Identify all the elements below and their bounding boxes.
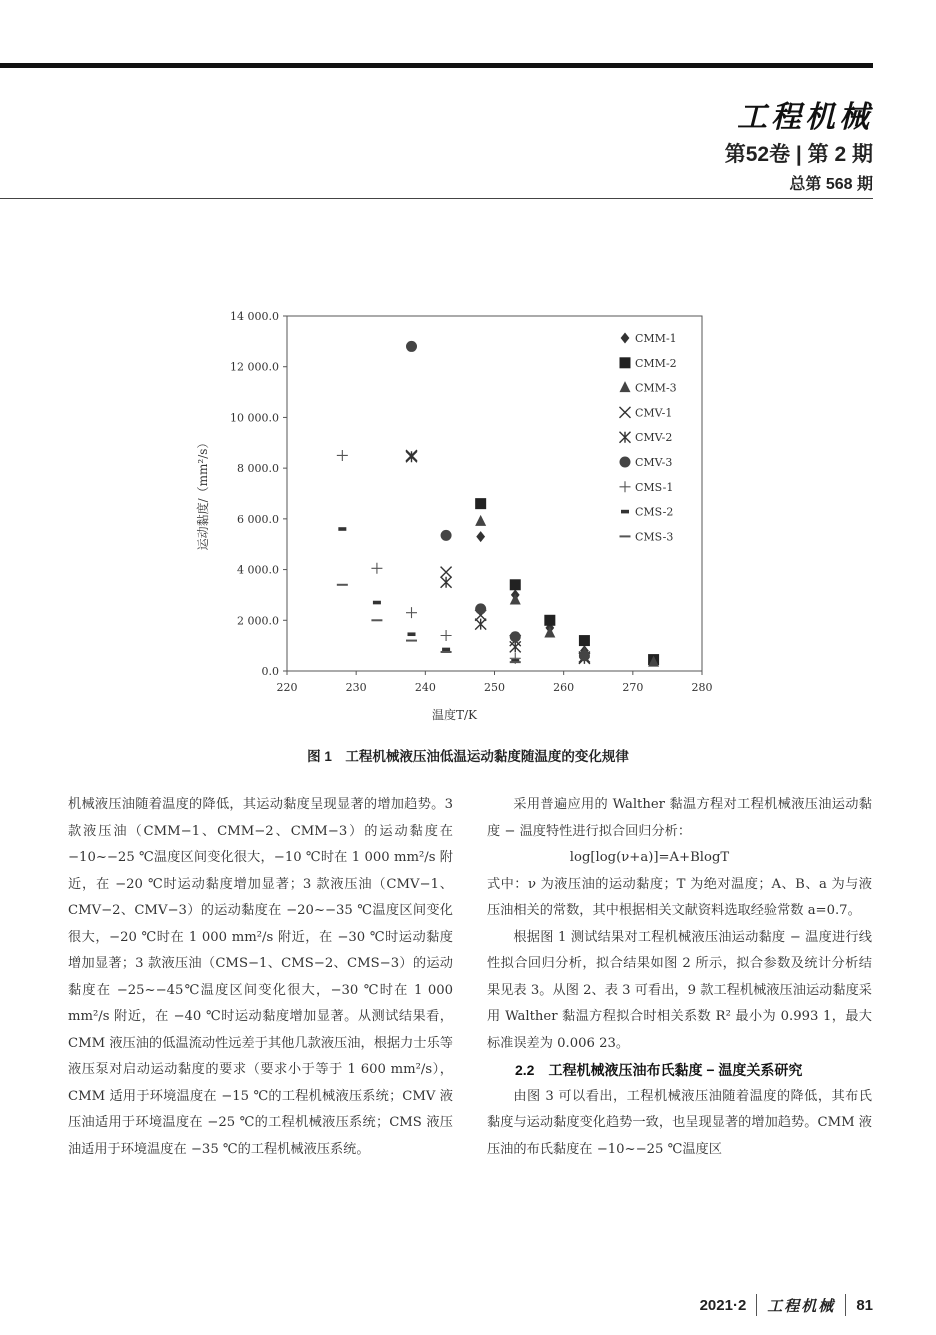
- data-point-cmm-2: [510, 579, 521, 590]
- footer-journal-name: 工程机械: [767, 1296, 836, 1315]
- legend-marker-cmv-3: [620, 457, 631, 468]
- data-point-cmv-3: [475, 603, 486, 614]
- data-point-cmv-3: [579, 650, 590, 661]
- header-thin-rule: [0, 198, 873, 199]
- paragraph-walther-intro: 采用普遍应用的 Walther 黏温方程对工程机械液压油运动黏度 − 温度特性进行拟合回归分析：: [487, 797, 872, 839]
- left-column: [68, 792, 453, 1163]
- legend-marker-cmm-2: [620, 357, 631, 368]
- data-point-cmv-3: [406, 341, 417, 352]
- y-axis-label: 运动黏度/（mm²/s）: [196, 436, 210, 551]
- x-tick-label: 240: [414, 681, 436, 694]
- data-point-cmv-1: [441, 567, 452, 578]
- data-point-cmm-2: [475, 498, 486, 509]
- data-point-cmv-2: [475, 619, 486, 630]
- data-point-cmm-3: [475, 515, 486, 526]
- legend-label: CMV-1: [635, 406, 673, 420]
- data-point-cms-2: [373, 601, 381, 605]
- legend-label: CMS-2: [635, 505, 674, 519]
- data-point-cms-2: [442, 648, 450, 652]
- left-paragraph: 机械液压油随着温度的降低，其运动黏度呈现显著的增加趋势。3 款液压油（CMM−1、CMM−2、CMM−3）的运动黏度在 −10~−25 ℃温度区间变化很大，−10 ℃时在 1 000 mm²/s 附近，在 −20 ℃时运动黏度增加显著；3 款液压油（CMV−1、CMV−2、CMV−3）的运动黏度在 −20~−35 ℃温度区间变化很大，−20 ℃时在 1 000 mm²/s 附近，在 −30 ℃时运动黏度增加显著；3 款液压油（CMS−1、CMS−2、CMS−3）的运动黏度在 −25~−45℃温度区间变化很大，−30 ℃时在 1 000 mm²/s 附近，在 −40 ℃时运动黏度增加显著。从测试结果看，CMM 液压油的低温流动性远差于其他几款液压油，根据力士乐等液压泵对启动运动黏度的要求（要求小于等于 1 600 mm²/s），CMM 适用于环境温度在 −15 ℃的工程机械液压系统；CMV 液压油适用于环境温度在 −25 ℃的工程机械液压系统；CMS 液压油适用于环境温度在 −35 ℃的工程机械液压系统。: [68, 797, 453, 1157]
- legend-label: CMM-2: [635, 356, 677, 370]
- journal-header: [725, 92, 873, 194]
- x-tick-label: 230: [345, 681, 367, 694]
- data-point-cms-1: [441, 630, 452, 641]
- legend-marker-cms-3: [620, 535, 631, 537]
- y-tick-label: 14 000.0: [230, 310, 279, 323]
- walther-equation: log[log(ν+a)]=A+BlogT: [569, 850, 730, 865]
- volume-issue: 第52卷 | 第 2 期: [724, 143, 873, 166]
- x-tick-label: 220: [276, 681, 298, 694]
- legend-label: CMS-3: [635, 530, 674, 544]
- x-tick-label: 280: [691, 681, 713, 694]
- paragraph-equation-explanation: 式中：ν 为液压油的运动黏度；T 为绝对温度；A、B、a 为与液压油相关的常数，其中根据相关文献资料选取经验常数 a=0.7。: [487, 876, 872, 918]
- legend-marker-cms-2: [621, 510, 629, 514]
- data-point-cms-3: [441, 651, 452, 653]
- x-tick-label: 250: [484, 681, 505, 694]
- page-number: 81: [856, 1296, 873, 1314]
- data-point-cmv-2: [406, 451, 417, 462]
- data-point-cmm-2: [544, 615, 555, 626]
- data-point-cms-1: [337, 450, 348, 461]
- legend-label: CMM-1: [635, 332, 677, 345]
- data-point-cms-3: [337, 584, 348, 586]
- y-tick-label: 2 000.0: [237, 614, 279, 628]
- data-point-cmv-3: [441, 530, 452, 541]
- legend-label: CMV-2: [635, 431, 673, 445]
- data-point-cmm-1: [476, 531, 485, 542]
- legend-label: CMS-1: [635, 480, 674, 494]
- section-heading: 2.2 工程机械液压油布氏黏度 − 温度关系研究: [515, 1062, 803, 1078]
- y-tick-label: 8 000.0: [237, 462, 279, 476]
- data-point-cmv-2: [510, 641, 521, 652]
- viscosity-chart: [180, 300, 740, 740]
- legend-marker-cmv-1: [620, 407, 631, 418]
- total-issue: 总第 568 期: [789, 176, 873, 193]
- data-point-cmv-2: [441, 577, 452, 588]
- legend-label: CMM-3: [635, 381, 677, 395]
- legend-marker-cmv-2: [620, 432, 631, 443]
- x-tick-label: 270: [622, 681, 644, 694]
- data-point-cms-2: [338, 527, 346, 531]
- y-tick-label: 4 000.0: [237, 563, 279, 577]
- figure-caption: 图 1 工程机械液压油低温运动黏度随温度的变化规律: [307, 749, 629, 764]
- data-point-cms-1: [371, 563, 382, 574]
- data-point-cmm-2: [579, 635, 590, 646]
- legend-marker-cms-1: [620, 481, 631, 492]
- data-point-cms-2: [408, 632, 416, 636]
- journal-name: 工程机械: [737, 100, 873, 135]
- legend-marker-cmm-3: [620, 381, 631, 392]
- y-tick-label: 12 000.0: [230, 360, 279, 374]
- paragraph-brookfield: 由图 3 可以看出，工程机械液压油随着温度的降低，其布氏黏度与运动黏度变化趋势一致，也呈现显著的增加趋势。CMM 液压油的布氏黏度在 −10~−25 ℃温度区: [487, 1088, 872, 1157]
- footer-divider: [845, 1294, 846, 1316]
- data-point-cms-3: [371, 619, 382, 621]
- footer-date: 2021·2: [699, 1296, 747, 1314]
- paragraph-fit-results: 根据图 1 测试结果对工程机械液压油运动黏度 − 温度进行线性拟合回归分析，拟合结果如图 2 所示，拟合参数及统计分析结果见表 3。从图 2、表 3 可看出，9 款工程机械液压油运动黏度采用 Walther 黏温方程拟合时相关系数 R² 最小为 0.993 1，最大标准误差为 0.006 23。: [487, 929, 872, 1051]
- data-point-cms-3: [510, 661, 521, 663]
- data-point-cms-3: [406, 640, 417, 642]
- data-point-cms-1: [406, 607, 417, 618]
- page-footer: [700, 1294, 873, 1316]
- x-tick-label: 260: [553, 681, 575, 694]
- x-axis-label: 温度T/K: [431, 708, 478, 722]
- data-point-cmv-3: [510, 631, 521, 642]
- y-tick-label: 0.0: [261, 665, 279, 678]
- y-tick-label: 6 000.0: [237, 512, 279, 526]
- header-rule: [0, 63, 873, 68]
- y-tick-label: 10 000.0: [230, 411, 279, 425]
- legend-marker-cmm-1: [621, 333, 630, 344]
- legend-label: CMV-3: [635, 456, 673, 469]
- right-column: [487, 792, 872, 1163]
- footer-divider: [756, 1294, 757, 1316]
